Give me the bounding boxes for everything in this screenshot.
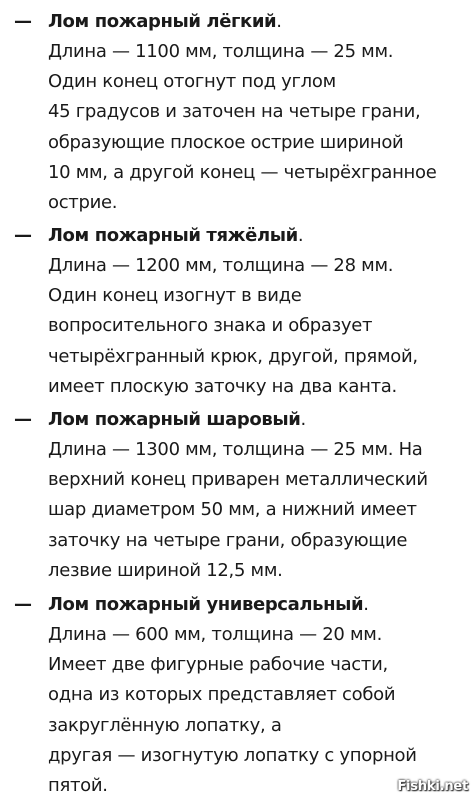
description-line: Длина — 1100 мм, толщина — 25 мм.: [48, 41, 394, 62]
description-line: лезвие шириной 12,5 мм.: [48, 559, 283, 581]
description-line: имеет плоскую заточку на два канта.: [48, 375, 397, 397]
description-line: другая — изогнутую лопатку с упорной: [48, 744, 417, 766]
description-line: острие.: [48, 192, 118, 214]
list-dash: —: [14, 594, 32, 615]
item-title-line: [48, 408, 468, 432]
description-line: Длина — 1300 мм, толщина — 25 мм. На: [48, 439, 423, 460]
item-title: Лом пожарный лёгкий: [48, 11, 277, 32]
description-line: Один конец отогнут под углом: [48, 71, 336, 93]
description-line: вопросительного знака и образует: [48, 315, 373, 337]
list-dash: —: [14, 225, 32, 246]
description-line: пятой.: [48, 775, 108, 797]
description-line: Один конец изогнут в виде: [48, 285, 302, 307]
item-title-period: .: [300, 409, 306, 430]
description-line: заточку на четыре грани, образующие: [48, 529, 408, 551]
description-line: 10 мм, а другой конец — четырёхгранное: [48, 161, 437, 183]
item-title-period: .: [363, 594, 369, 615]
description-line: 45 градусов и заточен на четыре грани,: [48, 101, 421, 123]
description-line: шар диаметром 50 мм, а нижний имеет: [48, 499, 417, 521]
item-title-period: .: [276, 11, 282, 32]
item-title: Лом пожарный тяжёлый: [48, 225, 298, 246]
description-line: образующие плоское острие шириной: [48, 131, 404, 153]
item-description: [48, 251, 468, 402]
item-description: [48, 620, 468, 801]
description-line: четырёхгранный крюк, другой, прямой,: [48, 345, 418, 367]
item-title: Лом пожарный универсальный: [48, 594, 364, 615]
list-item-content: [48, 10, 468, 218]
item-description: [48, 435, 468, 586]
list-dash: —: [14, 409, 32, 430]
description-line: закруглённую лопатку, а: [48, 714, 282, 736]
item-title-line: [48, 10, 468, 34]
item-title-line: [48, 224, 468, 248]
description-line: Имеет две фигурные рабочие части,: [48, 654, 388, 676]
site-watermark: Fishki.net: [397, 779, 468, 794]
list-item-content: [48, 593, 468, 801]
description-line: Длина — 1200 мм, толщина — 28 мм.: [48, 255, 394, 276]
description-line: Длина — 600 мм, толщина — 20 мм.: [48, 624, 382, 645]
item-description: [48, 37, 468, 218]
description-line: верхний конец приварен металлический: [48, 469, 428, 491]
item-title-period: .: [297, 225, 304, 246]
item-title: Лом пожарный шаровый: [48, 409, 301, 430]
list-dash: —: [14, 11, 32, 32]
list-item-content: [48, 224, 468, 402]
list-item-content: [48, 408, 468, 586]
description-line: одна из которых представляет собой: [48, 684, 396, 706]
item-title-line: [48, 593, 468, 617]
